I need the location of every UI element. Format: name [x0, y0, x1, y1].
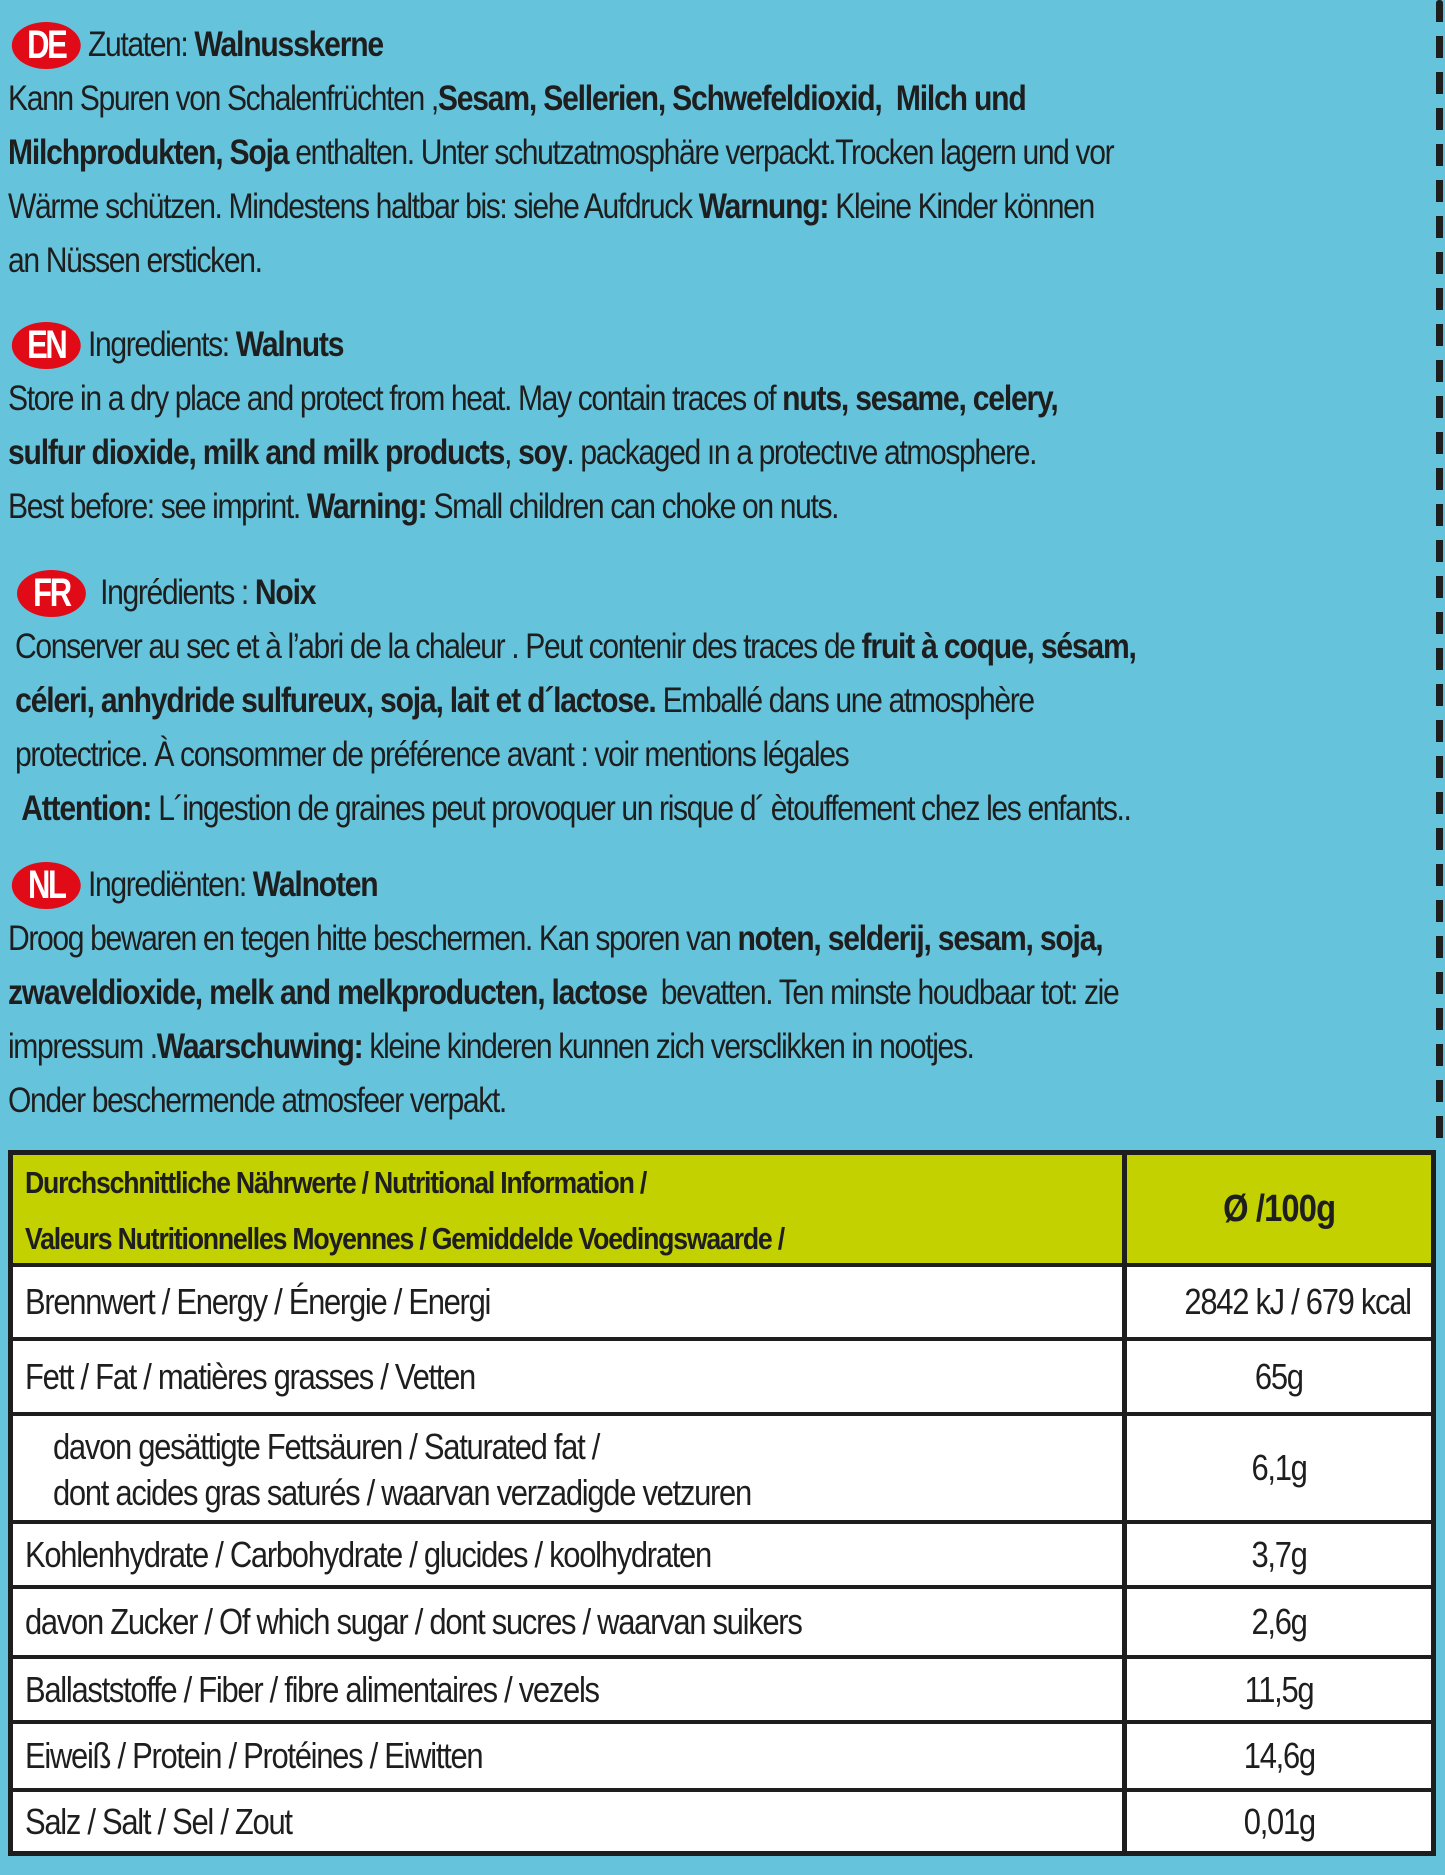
text: Onder beschermende atmosfeer verpakt. [8, 1081, 506, 1120]
row-value-text: 14,6g [1243, 1735, 1315, 1776]
row-value [1122, 1341, 1431, 1412]
row-label-line-2: dont acides gras saturés / waarvan verzadigde vetzuren [53, 1472, 751, 1513]
text: Conserver au sec et à l’abri de la chaleur . Peut contenir des traces de [8, 627, 862, 666]
section-body [8, 72, 1229, 288]
bold-text: Warnung: [698, 187, 829, 226]
row-value-text: 65g [1255, 1355, 1303, 1397]
language-badge-nl: NL [12, 862, 81, 909]
bold-text: Warning: [306, 487, 427, 526]
bold-text: nuts, sesame, celery, [782, 379, 1058, 418]
bold-text: Milchprodukten, Soja [8, 133, 289, 172]
row-value-text: 2842 kJ / 679 kcal [1184, 1281, 1411, 1322]
bold-text: Attention: [8, 789, 152, 828]
heading-label: Ingrédients : [93, 573, 255, 612]
row-label-text: Salz / Salt / Sel / Zout [25, 1800, 292, 1842]
text: protectrice. À consommer de préférence avant : voir mentions légales [8, 735, 849, 774]
bold-text: sulfur dioxide, milk and milk products [8, 433, 505, 472]
table-row-protein [13, 1720, 1431, 1788]
text: kleine kinderen kunnen zich versclikken in nootjes. [362, 1027, 974, 1066]
text-line [8, 966, 1229, 1020]
text: enthalten. Unter schutzatmosphäre verpackt.Trocken lagern und vor [288, 133, 1114, 172]
bold-text: noten, selderij, sesam, soja, [737, 919, 1103, 958]
text-line [8, 480, 1229, 534]
row-value-text: 0,01g [1243, 1800, 1315, 1842]
row-value-text: 3,7g [1251, 1533, 1307, 1575]
language-badge-fr: FR [17, 570, 86, 617]
row-label-text: Fett / Fat / matières grasses / Vetten [25, 1355, 475, 1397]
row-label [13, 1416, 1122, 1520]
text-line [8, 912, 1229, 966]
table-header-row [13, 1155, 1431, 1263]
row-label-line-1: davon gesättigte Fettsäuren / Saturated fat / [53, 1426, 600, 1467]
text: Kleine Kinder können [828, 187, 1094, 226]
text-line [8, 234, 1229, 288]
row-label [13, 1659, 1122, 1720]
table-row-saturated-fat [13, 1412, 1431, 1520]
heading-value: Noix [254, 573, 316, 612]
text-line [8, 1020, 1229, 1074]
heading-label: Ingrediënten: [87, 865, 253, 904]
row-value [1122, 1792, 1431, 1851]
row-value-text: 6,1g [1251, 1447, 1307, 1488]
row-label-text: Ballaststoffe / Fiber / fibre alimentaires / vezels [25, 1668, 599, 1710]
section-heading [8, 566, 1229, 620]
text-line [8, 674, 1229, 728]
table-header-value [1122, 1155, 1431, 1263]
language-badge-de: DE [12, 22, 81, 69]
section-de [8, 18, 1229, 288]
row-label [13, 1792, 1122, 1851]
row-value-text: 11,5g [1244, 1668, 1314, 1710]
bold-text: zwaveldioxide, melk and melkproducten, lactose [8, 973, 647, 1012]
section-heading [8, 18, 1229, 72]
nutrition-table [8, 1150, 1436, 1856]
section-fr [8, 566, 1229, 836]
table-row-carbohydrate [13, 1520, 1431, 1585]
text: Best before: see imprint. [8, 487, 307, 526]
text-line [8, 372, 1229, 426]
section-en [8, 318, 1229, 534]
section-nl [8, 858, 1229, 1128]
text: Emballé dans une atmosphère [655, 681, 1034, 720]
row-label-text: davon Zucker / Of which sugar / dont sucres / waarvan suikers [25, 1601, 802, 1642]
table-row-sugar [13, 1585, 1431, 1655]
row-value [1122, 1416, 1431, 1520]
text-line [8, 180, 1229, 234]
bold-text: soy [518, 433, 567, 472]
section-heading [8, 858, 1229, 912]
row-label [13, 1524, 1122, 1585]
text-line [8, 620, 1229, 674]
table-row-fiber [13, 1655, 1431, 1720]
row-value [1122, 1659, 1431, 1720]
row-label-text: Eiweiß / Protein / Protéines / Eiwitten [25, 1735, 483, 1776]
text: Droog bewaren en tegen hitte beschermen. Kan sporen van [8, 919, 738, 958]
row-value [1122, 1267, 1431, 1337]
row-label [13, 1341, 1122, 1412]
heading-label: Zutaten: [87, 25, 195, 64]
heading-label: Ingredients: [87, 325, 236, 364]
section-body [8, 372, 1229, 534]
heading-value: Walnoten [252, 865, 378, 904]
row-label [13, 1589, 1122, 1655]
text: L´ingestion de graines peut provoquer un risque d´ ètouffement chez les enfants.. [151, 789, 1131, 828]
row-value [1122, 1724, 1431, 1788]
section-heading [8, 318, 1229, 372]
text: impressum . [8, 1027, 157, 1066]
row-label-text: Brennwert / Energy / Énergie / Energi [25, 1281, 491, 1322]
heading-value: Walnuts [235, 325, 344, 364]
text-line [8, 426, 1229, 480]
cut-line-dashed [1436, 0, 1443, 1150]
table-header-label [13, 1155, 1122, 1263]
row-value-text: Ø /100g [1222, 1187, 1336, 1230]
text-line [8, 72, 1229, 126]
text: Store in a dry place and protect from heat. May contain traces of [8, 379, 783, 418]
header-label-line-2: Valeurs Nutritionnelles Moyennes / Gemiddelde Voedingswaarde / [25, 1221, 784, 1256]
text-line [8, 126, 1229, 180]
text-line [8, 782, 1229, 836]
text: Small children can choke on nuts. [426, 487, 839, 526]
text: Wärme schützen. Mindestens haltbar bis: siehe Aufdruck [8, 187, 699, 226]
row-label [13, 1724, 1122, 1788]
language-badge-en: EN [12, 322, 81, 369]
heading-value: Walnusskerne [194, 25, 383, 64]
bold-text: Sesam, Sellerien, Schwefeldioxid, Milch und [437, 79, 1026, 118]
bold-text: fruit à coque, sésam, [861, 627, 1136, 666]
section-body [8, 912, 1229, 1128]
text: bevatten. Ten minste houdbaar tot: zie [646, 973, 1119, 1012]
bold-text: Waarschuwing: [156, 1027, 363, 1066]
text: . packaged ın a protectıve atmosphere. [566, 433, 1037, 472]
table-row-fat [13, 1337, 1431, 1412]
row-value [1122, 1589, 1431, 1655]
text-line [8, 1074, 1229, 1128]
text: , [504, 433, 519, 472]
text: an Nüssen ersticken. [8, 241, 262, 280]
header-label-line-1: Durchschnittliche Nährwerte / Nutritional Information / [25, 1165, 647, 1200]
text-line [8, 728, 1229, 782]
table-row-energy [13, 1263, 1431, 1337]
row-label-text: Kohlenhydrate / Carbohydrate / glucides / koolhydraten [25, 1533, 711, 1575]
section-body [8, 620, 1229, 836]
text: Kann Spuren von Schalenfrüchten , [8, 79, 438, 118]
row-label [13, 1267, 1122, 1337]
table-row-salt [13, 1788, 1431, 1851]
bold-text: céleri, anhydride sulfureux, soja, lait et d´lactose. [8, 681, 656, 720]
row-value [1122, 1524, 1431, 1585]
row-value-text: 2,6g [1251, 1601, 1307, 1642]
